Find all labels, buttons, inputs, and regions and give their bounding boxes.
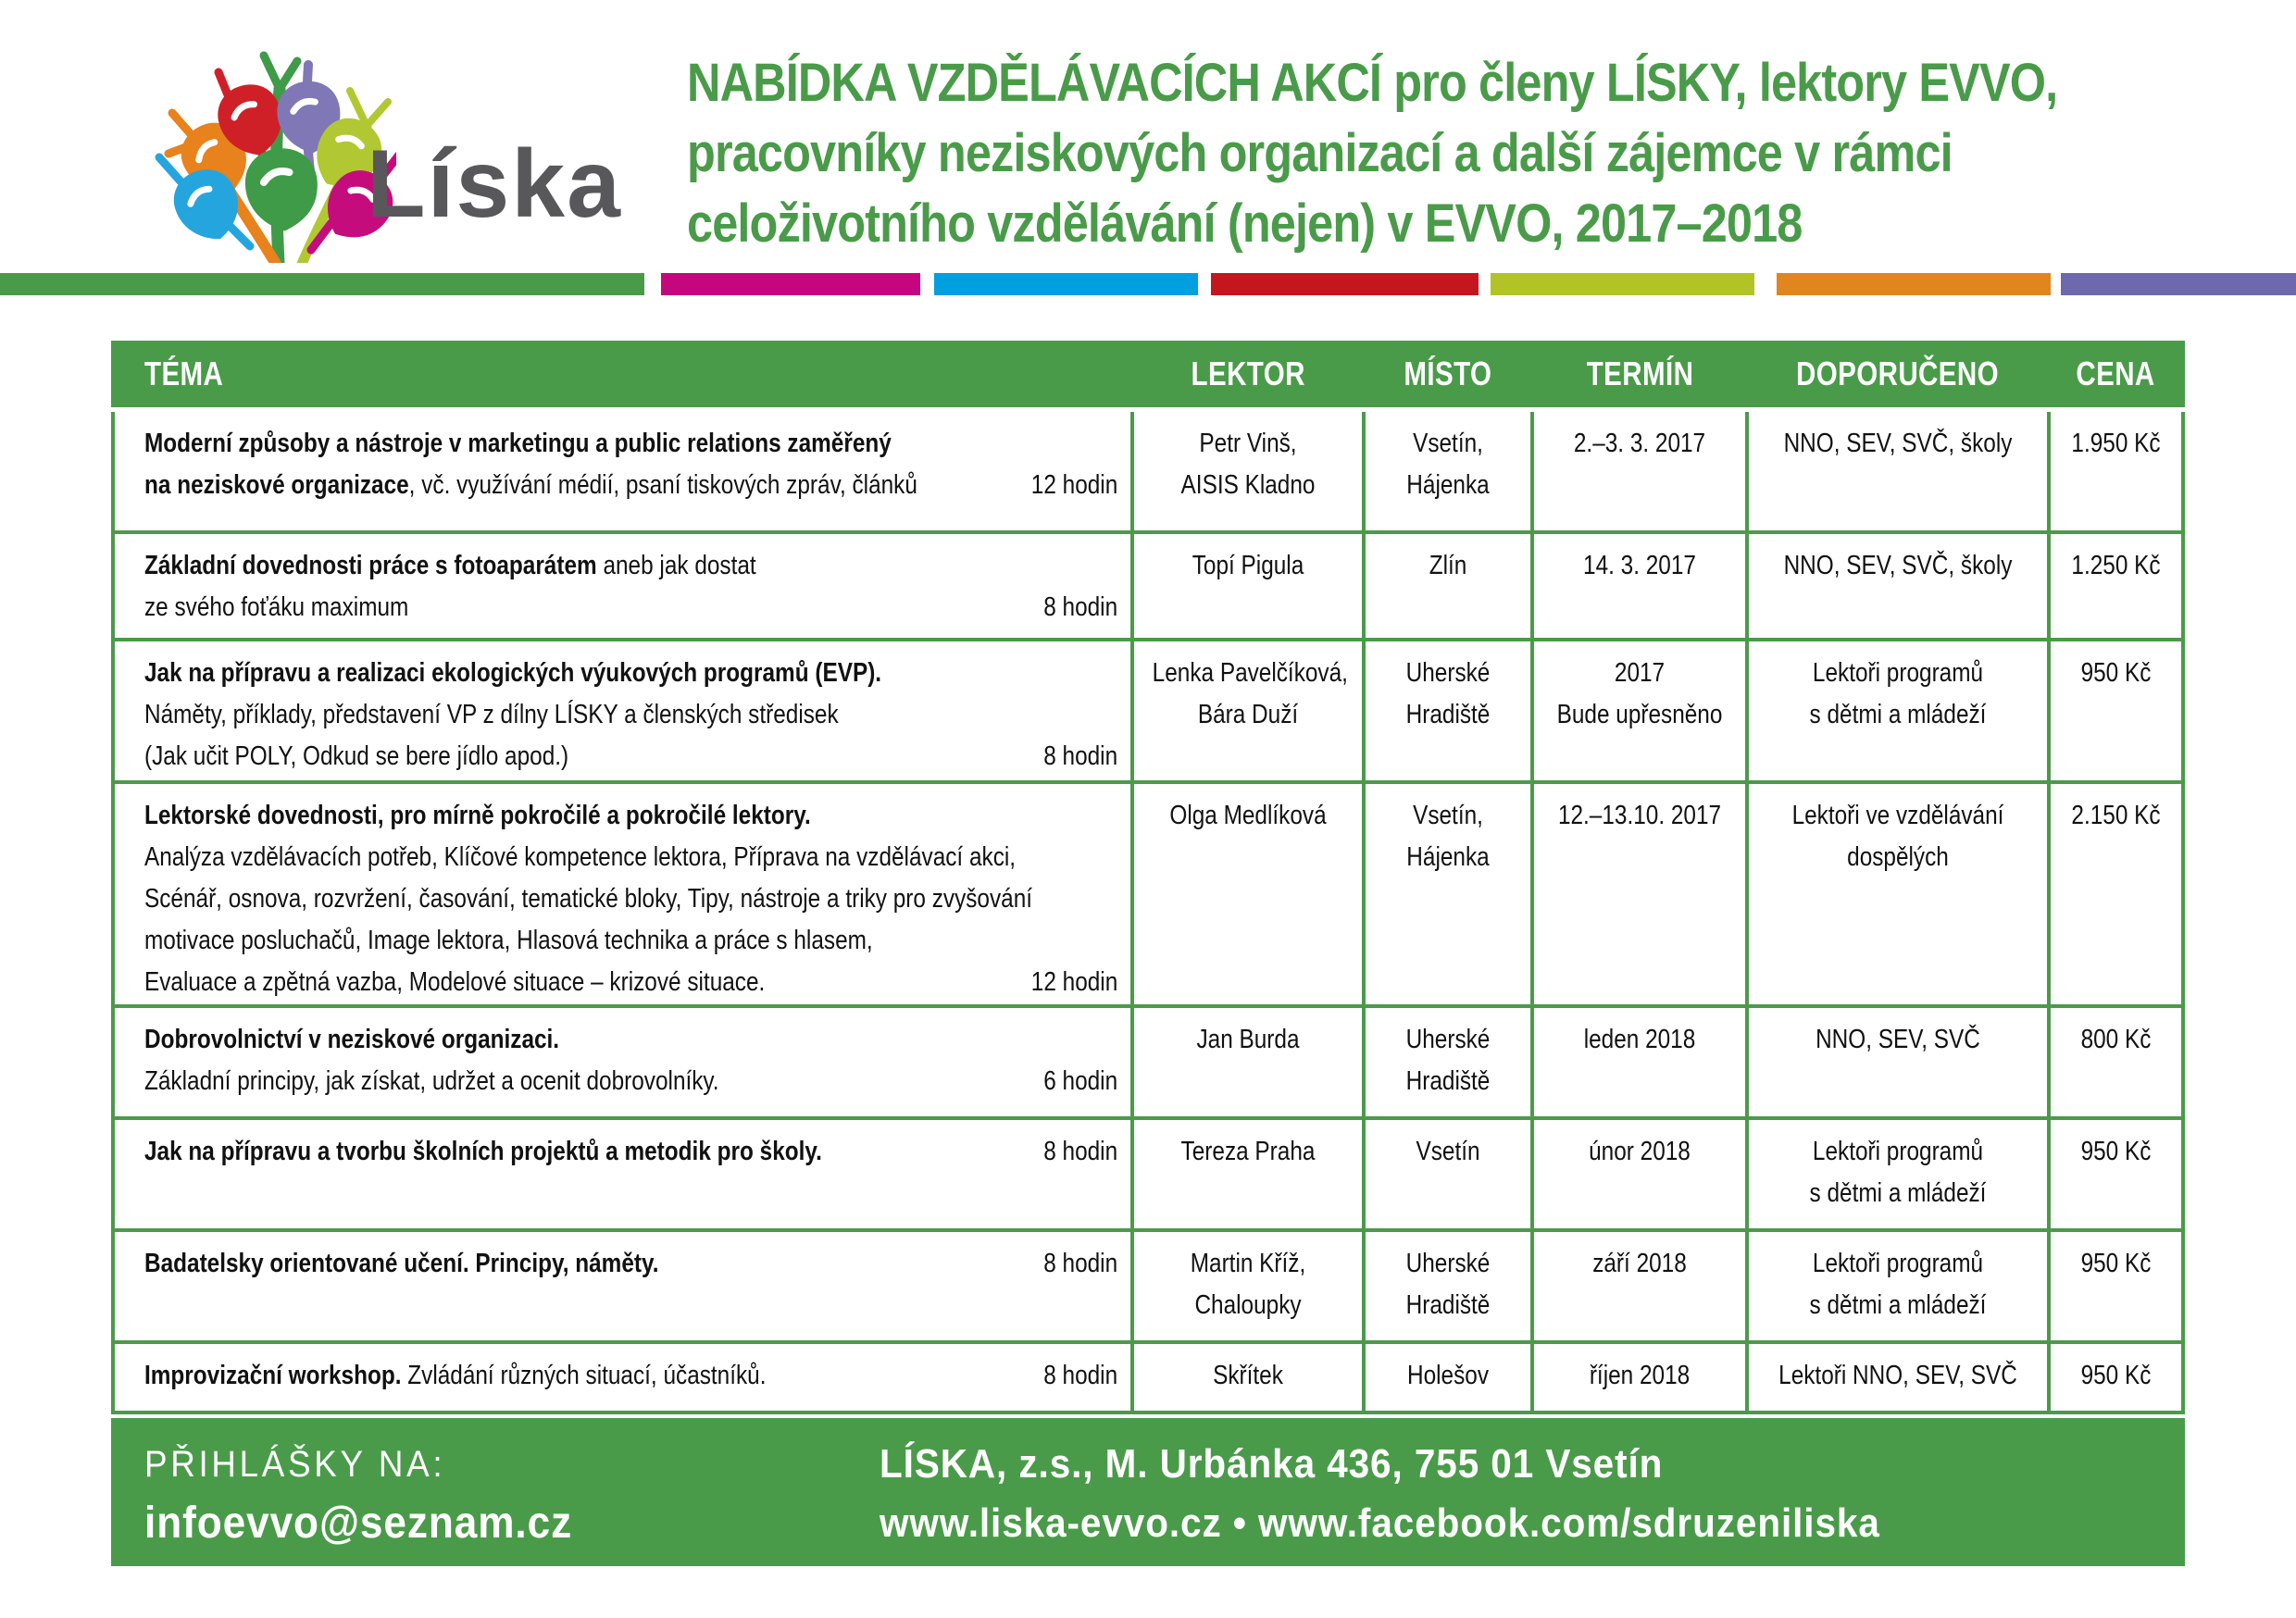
tema-line — [144, 587, 1117, 629]
hours-label: 12 hodin — [1030, 967, 1117, 997]
doporuceno-line: Lektoři programů — [1812, 1137, 1984, 1166]
tema-line — [144, 1061, 1117, 1102]
hours-label: 8 hodin — [1043, 592, 1117, 622]
price-value: 2.150 Kč — [2071, 801, 2161, 830]
course-text — [144, 545, 756, 587]
course-text — [144, 423, 892, 465]
hours-label: 8 hodin — [1043, 1137, 1117, 1166]
tema-line — [144, 653, 1117, 694]
course-title: Dobrovolnictví v neziskové organizaci. — [144, 1025, 560, 1054]
termin-line: 12.–13.10. 2017 — [1557, 801, 1722, 830]
doporuceno-cell — [1749, 412, 2047, 530]
doporuceno-cell — [1749, 1232, 2047, 1340]
course-description: ze svého foťáku maximum — [144, 592, 409, 622]
tema-line — [144, 1131, 1117, 1173]
misto-line: Hradiště — [1405, 1290, 1491, 1320]
course-description: Analýza vzdělávacích potřeb, Klíčové kompetence lektora, Příprava na vzdělávací akci, — [144, 842, 1017, 872]
tema-line — [144, 962, 1117, 1003]
misto-line: Hradiště — [1405, 1066, 1491, 1096]
table-body — [111, 412, 2185, 1414]
misto-cell — [1366, 784, 1530, 1004]
lektor-line: Chaloupky — [1194, 1290, 1302, 1320]
lektor-cell — [1134, 641, 1362, 780]
tema-line — [144, 423, 1117, 465]
misto-line: Vsetín — [1416, 1137, 1480, 1166]
table-row — [115, 534, 2181, 638]
lektor-line: Skřítek — [1213, 1361, 1283, 1390]
tema-line — [144, 694, 1117, 736]
misto-line: Vsetín, — [1413, 429, 1483, 458]
cena-cell — [2051, 412, 2181, 530]
doporuceno-line: s dětmi a mládeží — [1809, 700, 1987, 729]
column-header-label: TERMÍN — [1586, 355, 1693, 392]
course-description: (Jak učit POLY, Odkud se bere jídlo apod.) — [144, 741, 569, 771]
course-text — [144, 920, 873, 962]
termin-cell — [1534, 1344, 1745, 1411]
doporuceno-line: Lektoři ve vzdělávání — [1791, 801, 2004, 830]
lektor-cell — [1134, 412, 1362, 530]
doporuceno-cell — [1749, 784, 2047, 1004]
footer-email: infoevvo@seznam.cz — [144, 1499, 573, 1548]
cena-cell — [2051, 784, 2181, 1004]
termin-cell — [1534, 534, 1745, 638]
cena-cell — [2051, 641, 2181, 780]
price-value: 950 Kč — [2080, 1361, 2152, 1390]
course-title: Lektorské dovednosti, pro mírně pokročilé a pokročilé lektory. — [144, 801, 811, 830]
misto-line: Hájenka — [1406, 842, 1490, 872]
course-description: Scénář, osnova, rozvržení, časování, tematické bloky, Tipy, nástroje a triky pro zvyšování — [144, 884, 1033, 914]
course-description: aneb jak dostat — [596, 551, 756, 580]
table-header-row — [111, 341, 2185, 407]
tema-line — [144, 837, 1117, 878]
misto-line: Vsetín, — [1413, 801, 1483, 830]
course-text — [144, 694, 839, 736]
tema-line — [144, 736, 1117, 778]
tema-line — [144, 1243, 1117, 1285]
course-text — [144, 465, 917, 506]
doporuceno-cell — [1749, 1120, 2047, 1228]
termin-cell — [1534, 1008, 1745, 1116]
column-header-téma — [115, 355, 1130, 393]
doporuceno-line: dospělých — [1847, 842, 1949, 872]
tema-line — [144, 920, 1117, 962]
title-line-3: celoživotního vzdělávání (nejen) v EVVO, 2017–2018 — [687, 193, 1803, 254]
tema-line — [144, 878, 1117, 920]
column-header-termín — [1534, 355, 1745, 393]
table-row — [115, 1120, 2181, 1228]
color-bar-segment-3 — [1211, 273, 1479, 295]
course-title: Badatelsky orientované učení. Principy, náměty. — [144, 1249, 659, 1278]
column-header-label: CENA — [2076, 355, 2156, 392]
course-description: , vč. využívání médií, psaní tiskových zpráv, článků — [408, 470, 917, 500]
lektor-cell — [1134, 534, 1362, 638]
termin-cell — [1534, 1232, 1745, 1340]
events-table — [111, 341, 2185, 1414]
lektor-line: Topí Pigula — [1192, 551, 1304, 580]
course-text — [144, 653, 881, 694]
tema-cell — [115, 412, 1130, 530]
course-description: Náměty, příklady, představení VP z dílny LÍSKY a členských středisek — [144, 700, 839, 729]
column-header-lektor — [1134, 355, 1362, 393]
table-row — [115, 1008, 2181, 1116]
termin-cell — [1534, 1120, 1745, 1228]
cena-cell — [2051, 1232, 2181, 1340]
course-text — [144, 878, 1032, 920]
termin-line: leden 2018 — [1583, 1025, 1696, 1054]
price-value: 800 Kč — [2080, 1025, 2152, 1054]
price-value: 950 Kč — [2080, 1249, 2152, 1278]
misto-line: Uherské — [1405, 1249, 1491, 1278]
column-header-label: MÍSTO — [1404, 355, 1492, 392]
termin-cell — [1534, 784, 1745, 1004]
doporuceno-line: s dětmi a mládeží — [1809, 1178, 1987, 1208]
table-row — [115, 1232, 2181, 1340]
course-title: na neziskové organizace — [144, 470, 409, 500]
lektor-line: Lenka Pavelčíková, — [1152, 658, 1348, 688]
course-text — [144, 1131, 822, 1173]
doporuceno-line: s dětmi a mládeží — [1809, 1290, 1987, 1320]
course-text — [144, 1243, 659, 1285]
cena-cell — [2051, 1344, 2181, 1411]
table-row — [115, 412, 2181, 530]
course-text — [144, 1019, 559, 1061]
price-value: 1.950 Kč — [2071, 429, 2161, 458]
tema-cell — [115, 784, 1130, 1004]
tema-line — [144, 795, 1117, 837]
doporuceno-cell — [1749, 1344, 2047, 1411]
liska-logo-icon — [81, 31, 396, 263]
tema-cell — [115, 1344, 1130, 1411]
tema-cell — [115, 1232, 1130, 1340]
tema-cell — [115, 1008, 1130, 1116]
footer-contact — [880, 1440, 1967, 1548]
color-bar-segment-2 — [934, 273, 1198, 295]
lektor-cell — [1134, 784, 1362, 1004]
lektor-line: Petr Vinš, — [1199, 429, 1297, 458]
lektor-cell — [1134, 1232, 1362, 1340]
color-bar-segment-5 — [1777, 273, 2051, 295]
course-title: Moderní způsoby a nástroje v marketingu a public relations zaměřený — [144, 429, 892, 458]
course-text — [144, 1355, 767, 1397]
lektor-cell — [1134, 1344, 1362, 1411]
course-description: Základní principy, jak získat, udržet a ocenit dobrovolníky. — [144, 1066, 719, 1096]
misto-line: Hradiště — [1405, 700, 1491, 729]
lektor-line: AISIS Kladno — [1180, 470, 1316, 500]
misto-line: Zlín — [1429, 551, 1467, 580]
color-bar — [0, 273, 2296, 295]
hours-label: 6 hodin — [1043, 1066, 1117, 1096]
termin-line: říjen 2018 — [1589, 1361, 1691, 1390]
column-header-label: LEKTOR — [1191, 355, 1305, 392]
course-description: motivace posluchačů, Image lektora, Hlasová technika a práce s hlasem, — [144, 926, 873, 955]
course-title: Základní dovednosti práce s fotoaparátem — [144, 551, 597, 580]
cena-cell — [2051, 534, 2181, 638]
footer — [111, 1418, 2185, 1566]
lektor-cell — [1134, 1120, 1362, 1228]
course-title: Improvizační workshop. — [144, 1361, 402, 1390]
course-title: Jak na přípravu a tvorbu školních projektů a metodik pro školy. — [144, 1137, 822, 1166]
tema-line — [144, 1019, 1117, 1061]
title-line-2: pracovníky neziskových organizací a další zájemce v rámci — [687, 123, 1953, 183]
course-description: Zvládání různých situací, účastníků. — [401, 1361, 767, 1390]
color-bar-segment-1 — [661, 273, 920, 295]
lektor-line: Tereza Praha — [1180, 1137, 1316, 1166]
course-description: Evaluace a zpětná vazba, Modelové situace – krizové situace. — [144, 967, 766, 997]
hours-label: 8 hodin — [1043, 1249, 1117, 1278]
doporuceno-line: Lektoři programů — [1812, 1249, 1984, 1278]
doporuceno-line: NNO, SEV, SVČ — [1816, 1025, 1980, 1054]
hours-label: 8 hodin — [1043, 1361, 1117, 1390]
misto-cell — [1366, 412, 1530, 530]
termin-line: Bude upřesněno — [1556, 700, 1723, 729]
column-header-místo — [1366, 355, 1530, 393]
termin-cell — [1534, 412, 1745, 530]
misto-cell — [1366, 1008, 1530, 1116]
termin-cell — [1534, 641, 1745, 780]
misto-line: Holešov — [1406, 1361, 1490, 1390]
doporuceno-line: NNO, SEV, SVČ, školy — [1783, 551, 2013, 580]
termin-line: září 2018 — [1592, 1249, 1687, 1278]
lektor-line: Martin Kříž, — [1190, 1249, 1306, 1278]
termin-line: 2.–3. 3. 2017 — [1573, 429, 1706, 458]
misto-cell — [1366, 641, 1530, 780]
doporuceno-cell — [1749, 534, 2047, 638]
termin-line: únor 2018 — [1589, 1137, 1691, 1166]
hours-label: 8 hodin — [1043, 741, 1117, 771]
doporuceno-line: Lektoři programů — [1812, 658, 1984, 688]
footer-address: LÍSKA, z.s., M. Urbánka 436, 755 01 Vsetín — [880, 1441, 1664, 1487]
column-header-label: TÉMA — [144, 355, 224, 392]
cena-cell — [2051, 1120, 2181, 1228]
tema-line — [144, 465, 1117, 506]
column-header-doporučeno — [1749, 355, 2047, 393]
tema-line — [144, 545, 1117, 587]
lektor-cell — [1134, 1008, 1362, 1116]
logo-wordmark: Líska — [367, 131, 622, 238]
lektor-line: Olga Medlíková — [1169, 801, 1327, 830]
tema-line — [144, 1355, 1117, 1397]
course-text — [144, 837, 1016, 878]
doporuceno-cell — [1749, 1008, 2047, 1116]
termin-line: 2017 — [1614, 658, 1666, 688]
color-bar-segment-6 — [2061, 273, 2296, 295]
lektor-line: Bára Duží — [1197, 700, 1299, 729]
course-text — [144, 962, 765, 1003]
color-bar-segment-4 — [1491, 273, 1754, 295]
price-value: 950 Kč — [2080, 1137, 2152, 1166]
color-bar-segment-0 — [0, 273, 644, 295]
doporuceno-cell — [1749, 641, 2047, 780]
termin-line: 14. 3. 2017 — [1583, 551, 1696, 580]
doporuceno-line: Lektoři NNO, SEV, SVČ — [1778, 1361, 2017, 1390]
course-text — [144, 587, 408, 629]
course-text — [144, 736, 568, 778]
page-title — [687, 48, 2262, 259]
misto-line: Hájenka — [1406, 470, 1490, 500]
title-line-1: NABÍDKA VZDĚLÁVACÍCH AKCÍ pro členy LÍSKY, lektory EVVO, — [687, 53, 2058, 113]
misto-cell — [1366, 1120, 1530, 1228]
table-row — [115, 784, 2181, 1004]
footer-applications — [144, 1440, 609, 1548]
price-value: 1.250 Kč — [2071, 551, 2161, 580]
stem-green-fork — [264, 56, 297, 89]
tema-cell — [115, 1120, 1130, 1228]
table-row — [115, 641, 2181, 780]
misto-cell — [1366, 1232, 1530, 1340]
misto-line: Uherské — [1405, 1025, 1491, 1054]
course-text — [144, 795, 811, 837]
course-title: Jak na přípravu a realizaci ekologických výukových programů (EVP). — [144, 658, 882, 688]
course-text — [144, 1061, 719, 1102]
table-row — [115, 1344, 2181, 1411]
lektor-line: Jan Burda — [1196, 1025, 1300, 1054]
misto-cell — [1366, 534, 1530, 638]
column-header-label: DOPORUČENO — [1796, 355, 2000, 392]
misto-cell — [1366, 1344, 1530, 1411]
hours-label: 12 hodin — [1030, 470, 1117, 500]
cena-cell — [2051, 1008, 2181, 1116]
price-value: 950 Kč — [2080, 658, 2152, 688]
misto-line: Uherské — [1405, 658, 1491, 688]
doporuceno-line: NNO, SEV, SVČ, školy — [1783, 429, 2013, 458]
tema-cell — [115, 534, 1130, 638]
tema-cell — [115, 641, 1130, 780]
footer-websites: www.liska-evvo.cz • www.facebook.com/sdruzeniliska — [880, 1500, 1880, 1546]
footer-applications-label: PŘIHLÁŠKY NA: — [144, 1444, 446, 1485]
column-header-cena — [2051, 355, 2181, 393]
